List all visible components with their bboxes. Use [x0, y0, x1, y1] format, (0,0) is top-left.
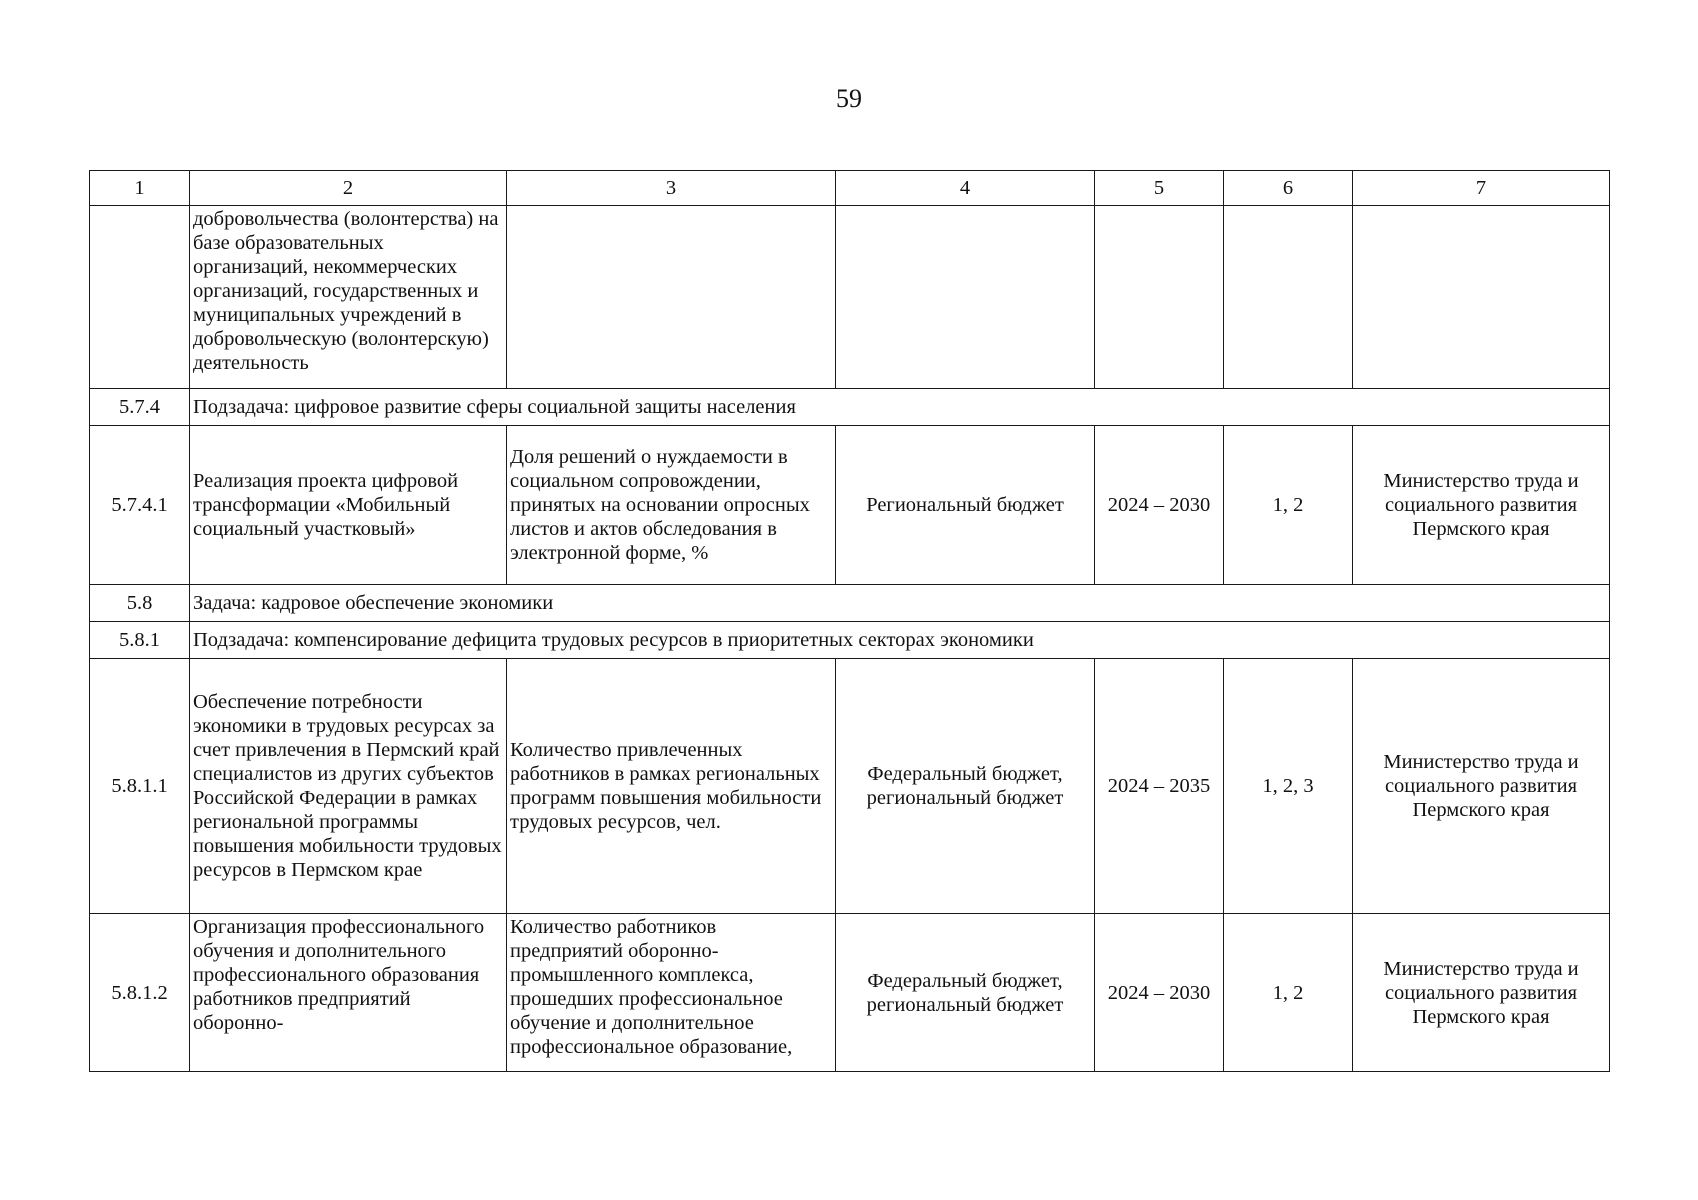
cell-measure-continued: добровольчества (волонтерства) на базе образовательных организаций, некоммерческих организаций, государственных и муниципальных учреждений в добровольческую (волонтерскую) деятельность — [190, 206, 507, 389]
column-header-1: 1 — [90, 171, 190, 206]
cell-num: 5.7.4 — [90, 389, 190, 426]
cell-goals-empty — [1224, 206, 1353, 389]
table-header-row — [90, 171, 1610, 206]
table-row-continuation — [90, 206, 1610, 389]
cell-funding: Федеральный бюджет, региональный бюджет — [836, 659, 1095, 914]
table-row-5-8-1-1 — [90, 659, 1610, 914]
column-header-4: 4 — [836, 171, 1095, 206]
table-row-subtask-5-8-1 — [90, 622, 1610, 659]
cell-executor: Министерство труда и социального развития Пермского края — [1353, 426, 1610, 585]
program-table — [89, 170, 1610, 1072]
cell-num: 5.7.4.1 — [90, 426, 190, 585]
cell-measure: Реализация проекта цифровой трансформации «Мобильный социальный участковый» — [190, 426, 507, 585]
cell-period-empty — [1095, 206, 1224, 389]
cell-funding: Региональный бюджет — [836, 426, 1095, 585]
cell-funding-empty — [836, 206, 1095, 389]
cell-indicator: Доля решений о нуждаемости в социальном сопровождении, принятых на основании опросных листов и актов обследования в электронной форме, % — [507, 426, 836, 585]
cell-funding: Федеральный бюджет, региональный бюджет — [836, 914, 1095, 1072]
cell-task-title: Задача: кадровое обеспечение экономики — [190, 585, 1610, 622]
column-header-5: 5 — [1095, 171, 1224, 206]
table-row-task-5-8 — [90, 585, 1610, 622]
cell-num: 5.8.1.2 — [90, 914, 190, 1072]
column-header-2: 2 — [190, 171, 507, 206]
cell-indicator: Количество привлеченных работников в рамках региональных программ повышения мобильности трудовых ресурсов, чел. — [507, 659, 836, 914]
cell-measure: Организация профессионального обучения и дополнительного профессионального образования работников предприятий оборонно- — [190, 914, 507, 1072]
cell-executor: Министерство труда и социального развития Пермского края — [1353, 659, 1610, 914]
cell-executor-empty — [1353, 206, 1610, 389]
column-header-3: 3 — [507, 171, 836, 206]
cell-num: 5.8.1 — [90, 622, 190, 659]
table-row-5-7-4-1 — [90, 426, 1610, 585]
column-header-6: 6 — [1224, 171, 1353, 206]
cell-goals: 1, 2 — [1224, 914, 1353, 1072]
cell-executor: Министерство труда и социального развития Пермского края — [1353, 914, 1610, 1072]
cell-indicator-empty — [507, 206, 836, 389]
cell-indicator: Количество работников предприятий оборонно-промышленного комплекса, прошедших профессиональное обучение и дополнительное профессиональное образование, — [507, 914, 836, 1072]
cell-goals: 1, 2 — [1224, 426, 1353, 585]
cell-num: 5.8.1.1 — [90, 659, 190, 914]
cell-period: 2024 – 2030 — [1095, 426, 1224, 585]
cell-period: 2024 – 2035 — [1095, 659, 1224, 914]
cell-num-empty — [90, 206, 190, 389]
table-row-subtask-5-7-4 — [90, 389, 1610, 426]
cell-subtask-title: Подзадача: цифровое развитие сферы социальной защиты населения — [190, 389, 1610, 426]
cell-period: 2024 – 2030 — [1095, 914, 1224, 1072]
cell-measure: Обеспечение потребности экономики в трудовых ресурсах за счет привлечения в Пермский край специалистов из других субъектов Российской Федерации в рамках региональной программы повышения мобильности трудовых ресурсов в Пермском крае — [190, 659, 507, 914]
column-header-7: 7 — [1353, 171, 1610, 206]
cell-goals: 1, 2, 3 — [1224, 659, 1353, 914]
table-row-5-8-1-2 — [90, 914, 1610, 1072]
cell-subtask-title: Подзадача: компенсирование дефицита трудовых ресурсов в приоритетных секторах экономики — [190, 622, 1610, 659]
cell-num: 5.8 — [90, 585, 190, 622]
page-number: 59 — [836, 84, 862, 113]
